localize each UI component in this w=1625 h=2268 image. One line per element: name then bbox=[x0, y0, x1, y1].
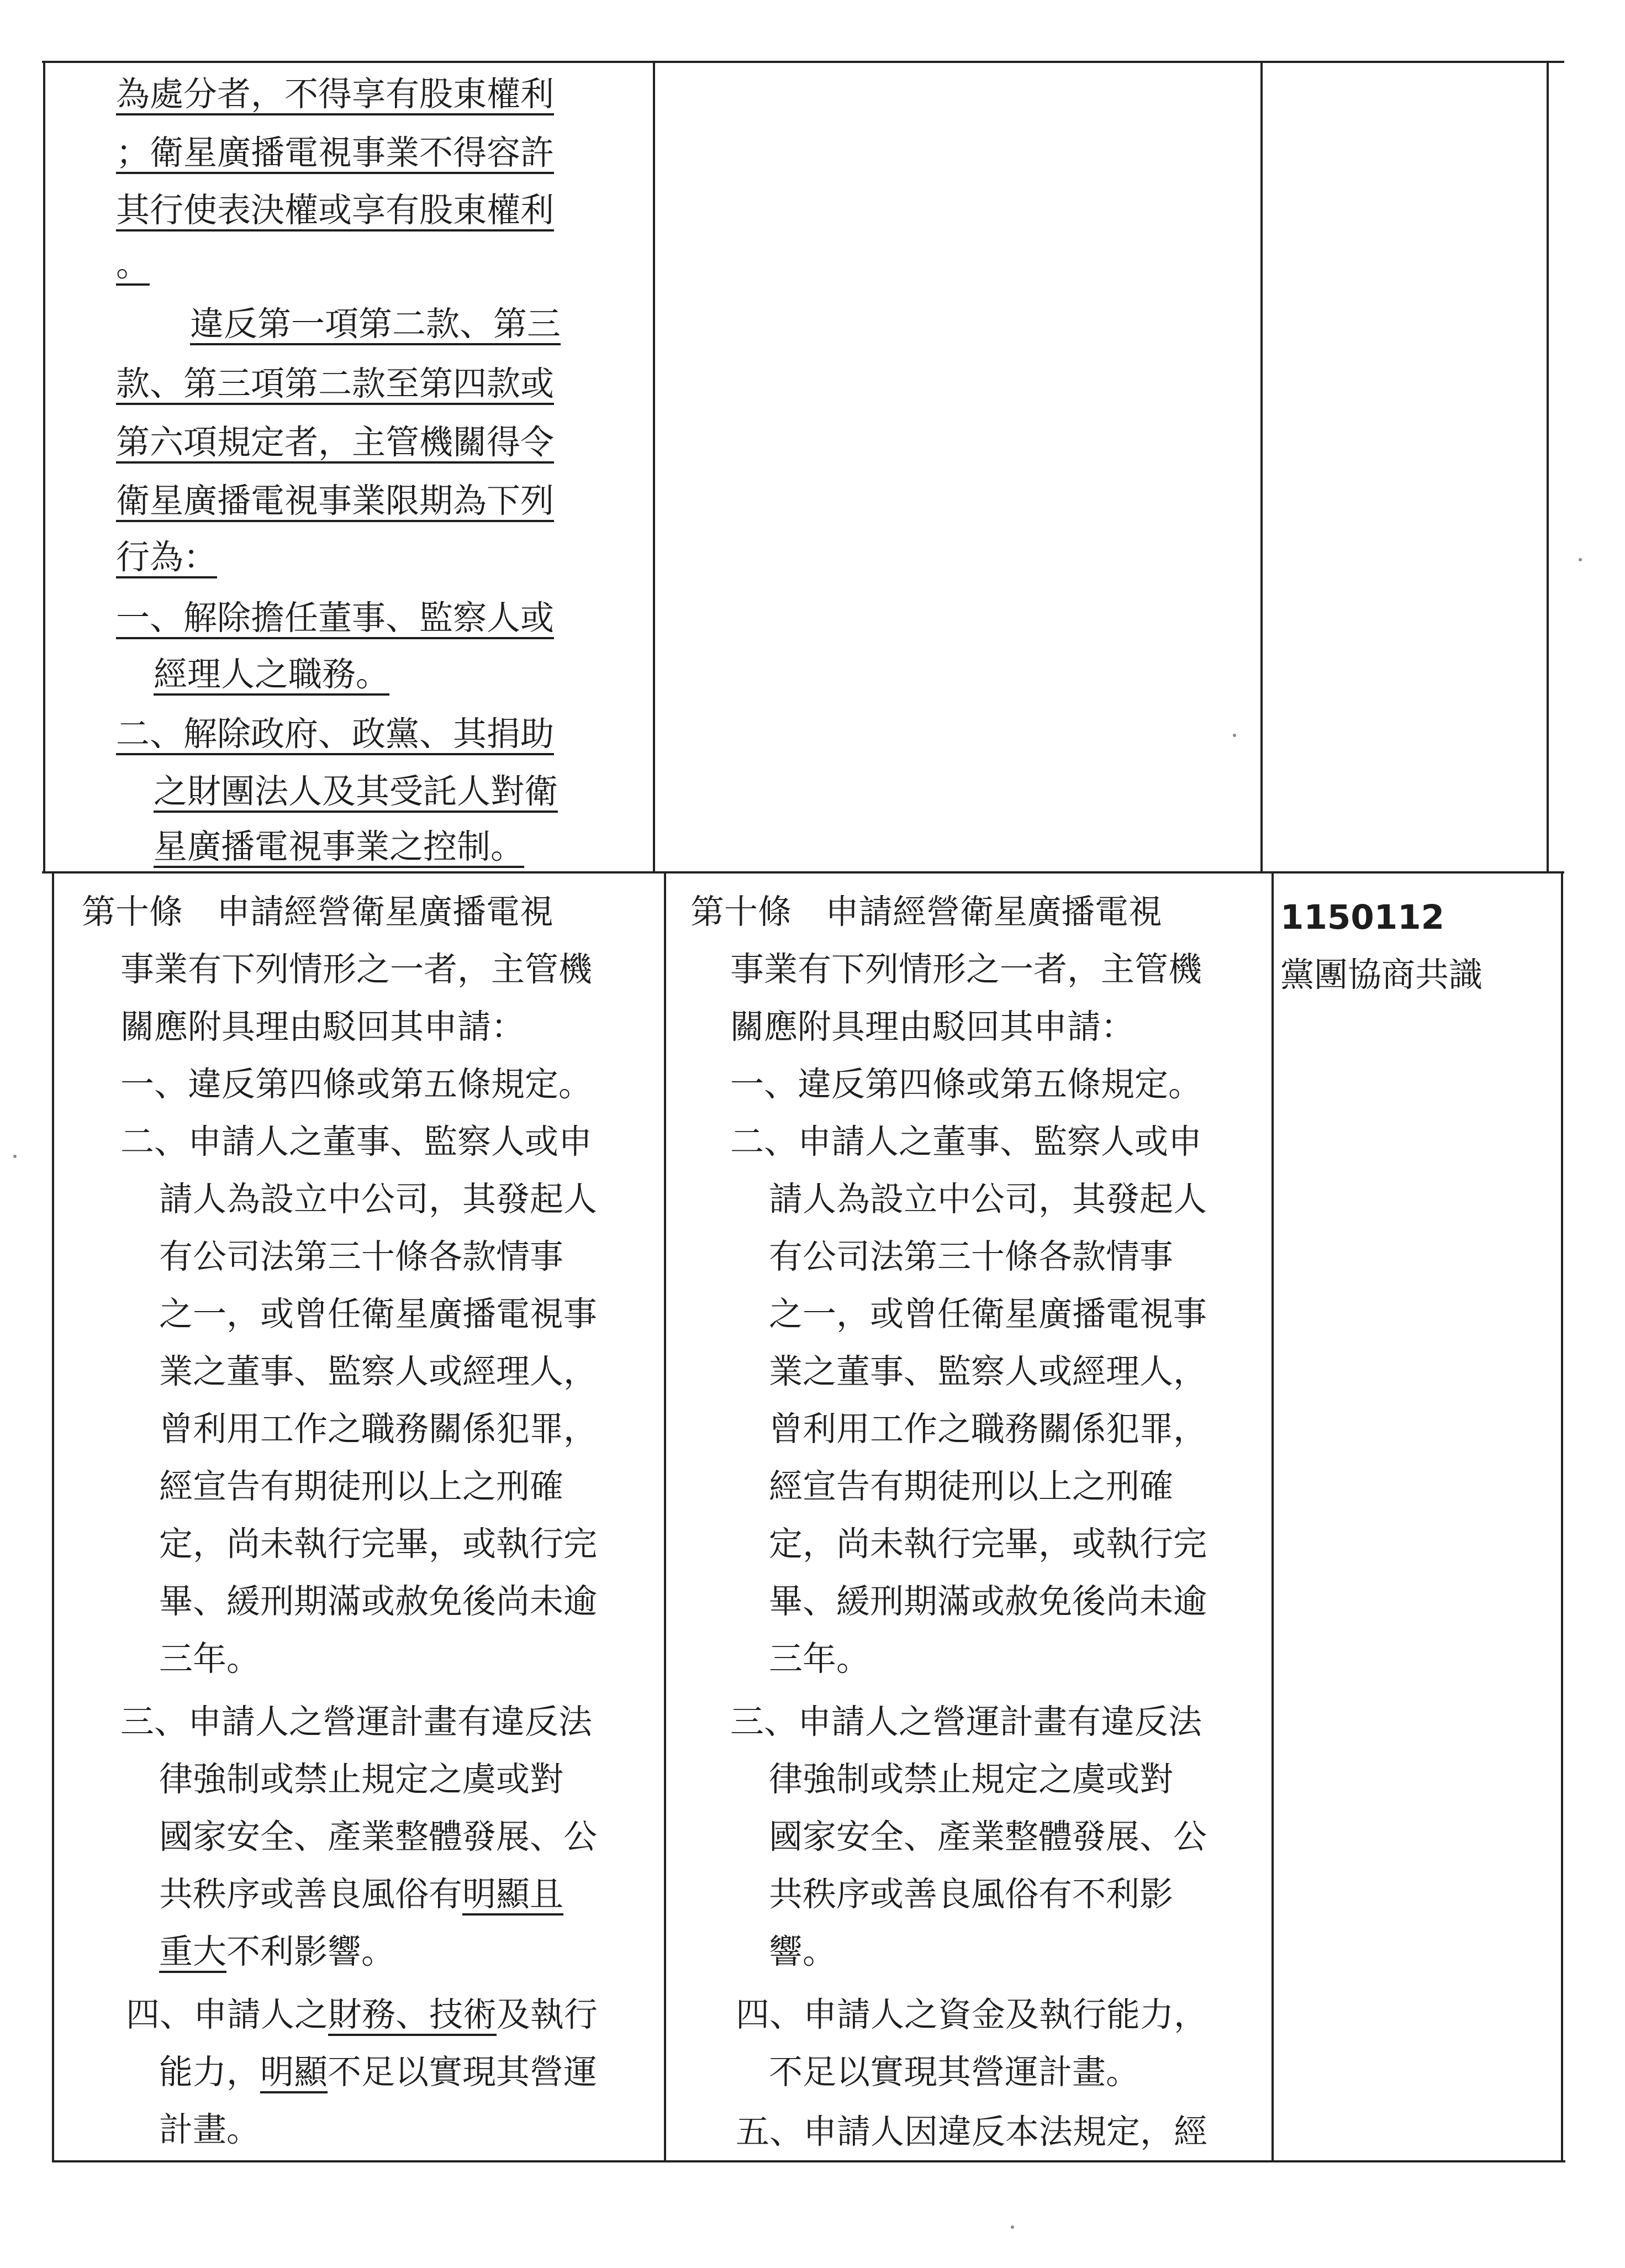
text-line bbox=[159, 1875, 564, 1914]
text-line: 為處分者，不得享有股東權利 bbox=[116, 75, 555, 114]
text-line: 二、解除政府、政黨、其捐助 bbox=[116, 714, 555, 754]
text-line bbox=[159, 1932, 395, 1971]
text-line: 國家安全、產業整體發展、公 bbox=[769, 1817, 1207, 1856]
article-heading: 第十條 申請經營衛星廣播電視 bbox=[690, 892, 1163, 932]
table-top-border bbox=[42, 61, 1564, 63]
text-line: 計畫。 bbox=[159, 2110, 261, 2149]
text-line: 業之董事、監察人或經理人， bbox=[769, 1352, 1207, 1391]
text-line: 行為： bbox=[116, 538, 218, 577]
text-line: ；衛星廣播電視事業不得容許 bbox=[116, 133, 555, 172]
text-line: 三、申請人之營運計畫有違反法 bbox=[120, 1702, 593, 1741]
text-line: 經宣告有期徒刑以上之刑確 bbox=[769, 1467, 1174, 1506]
text-line: 一、違反第四條或第五條規定。 bbox=[120, 1065, 593, 1104]
text-line bbox=[126, 1995, 598, 2034]
text-line: 之財團法人及其受託人對衛 bbox=[154, 772, 558, 811]
text-line: 事業有下列情形之一者，主管機 bbox=[730, 950, 1202, 989]
inserted-text: 明顯 bbox=[260, 2053, 328, 2092]
text-line: 一、違反第四條或第五條規定。 bbox=[730, 1065, 1202, 1104]
scan-speck bbox=[13, 1155, 17, 1158]
text-line: 國家安全、產業整體發展、公 bbox=[159, 1817, 598, 1856]
text-line: 請人為設立中公司，其發起人 bbox=[769, 1180, 1207, 1219]
text-line: 二、申請人之董事、監察人或申 bbox=[730, 1122, 1202, 1161]
table-right-border bbox=[1547, 61, 1549, 873]
inserted-text: 重大 bbox=[159, 1932, 227, 1971]
text-line: 曾利用工作之職務關係犯罪， bbox=[159, 1409, 598, 1449]
text-span: 四、申請人之 bbox=[126, 1995, 329, 2034]
text-line: 第六項規定者，主管機關得令 bbox=[116, 423, 555, 462]
scan-speck bbox=[1233, 734, 1236, 737]
text-line: 經宣告有期徒刑以上之刑確 bbox=[159, 1467, 564, 1506]
note-date: 1150112 bbox=[1280, 898, 1445, 937]
text-line: 曾利用工作之職務關係犯罪， bbox=[769, 1409, 1207, 1449]
table-left-border bbox=[43, 61, 45, 873]
inserted-text: 明顯且 bbox=[462, 1875, 564, 1914]
scan-speck bbox=[1011, 2225, 1014, 2229]
table-right-border-lower bbox=[1561, 871, 1563, 2162]
text-span: 共秩序或善良風俗有 bbox=[159, 1875, 463, 1914]
article-heading: 第十條 申請經營衛星廣播電視 bbox=[82, 892, 554, 932]
table-left-border-lower bbox=[52, 871, 54, 2162]
text-line: 星廣播電視事業之控制。 bbox=[154, 827, 525, 866]
text-line: 三年。 bbox=[159, 1639, 261, 1678]
column-divider-2 bbox=[1260, 61, 1263, 873]
text-line: 共秩序或善良風俗有不利影 bbox=[769, 1875, 1174, 1914]
text-line: 畢、緩刑期滿或赦免後尚未逾 bbox=[159, 1582, 598, 1621]
text-line: 二、申請人之董事、監察人或申 bbox=[120, 1122, 593, 1161]
text-line: 畢、緩刑期滿或赦免後尚未逾 bbox=[769, 1582, 1207, 1621]
text-line: 有公司法第三十條各款情事 bbox=[769, 1237, 1174, 1276]
text-span: 及執行 bbox=[497, 1995, 598, 2034]
text-line: 。 bbox=[116, 245, 150, 284]
scan-speck bbox=[1579, 558, 1582, 561]
text-line: 衛星廣播電視事業限期為下列 bbox=[116, 481, 555, 520]
text-line: 業之董事、監察人或經理人， bbox=[159, 1352, 598, 1391]
column-divider-2-lower bbox=[1271, 871, 1274, 2162]
text-line: 律強制或禁止規定之虞或對 bbox=[159, 1760, 564, 1799]
text-line bbox=[159, 2053, 598, 2092]
text-line: 定，尚未執行完畢，或執行完 bbox=[159, 1524, 598, 1564]
text-span: 不足以實現其營運 bbox=[328, 2053, 598, 2092]
text-line: 定，尚未執行完畢，或執行完 bbox=[769, 1524, 1207, 1564]
text-line: 之一，或曾任衛星廣播電視事 bbox=[769, 1295, 1207, 1334]
text-line: 事業有下列情形之一者，主管機 bbox=[120, 950, 593, 989]
table-row-divider bbox=[42, 871, 1564, 873]
text-span: 能力， bbox=[159, 2053, 261, 2092]
text-line: 關應附具理由駁回其申請： bbox=[730, 1007, 1135, 1046]
column-divider-1 bbox=[653, 61, 655, 873]
text-line: 有公司法第三十條各款情事 bbox=[159, 1237, 564, 1276]
column-divider-1-lower bbox=[664, 871, 666, 2162]
text-line: 四、申請人之資金及執行能力， bbox=[736, 1995, 1208, 2034]
text-line: 其行使表決權或享有股東權利 bbox=[116, 191, 555, 230]
text-line: 五、申請人因違反本法規定，經 bbox=[736, 2112, 1208, 2151]
text-line: 經理人之職務。 bbox=[154, 655, 390, 694]
text-line: 款、第三項第二款至第四款或 bbox=[116, 364, 555, 403]
text-span: 不利影響。 bbox=[226, 1932, 395, 1971]
text-line: 一、解除擔任董事、監察人或 bbox=[116, 598, 555, 638]
text-line: 關應附具理由駁回其申請： bbox=[120, 1007, 525, 1046]
table-bottom-border bbox=[52, 2160, 1565, 2162]
text-line: 三、申請人之營運計畫有違反法 bbox=[730, 1702, 1202, 1741]
text-line: 請人為設立中公司，其發起人 bbox=[159, 1180, 598, 1219]
note-consensus: 黨團協商共識 bbox=[1280, 955, 1483, 994]
text-line: 律強制或禁止規定之虞或對 bbox=[769, 1760, 1174, 1799]
text-line: 不足以實現其營運計畫。 bbox=[769, 2053, 1140, 2092]
inserted-text: 財務、技術 bbox=[328, 1995, 497, 2034]
text-line: 三年。 bbox=[769, 1639, 870, 1678]
text-line: 響。 bbox=[769, 1932, 837, 1971]
text-line: 違反第一項第二款、第三 bbox=[190, 304, 561, 344]
text-line: 之一，或曾任衛星廣播電視事 bbox=[159, 1295, 598, 1334]
